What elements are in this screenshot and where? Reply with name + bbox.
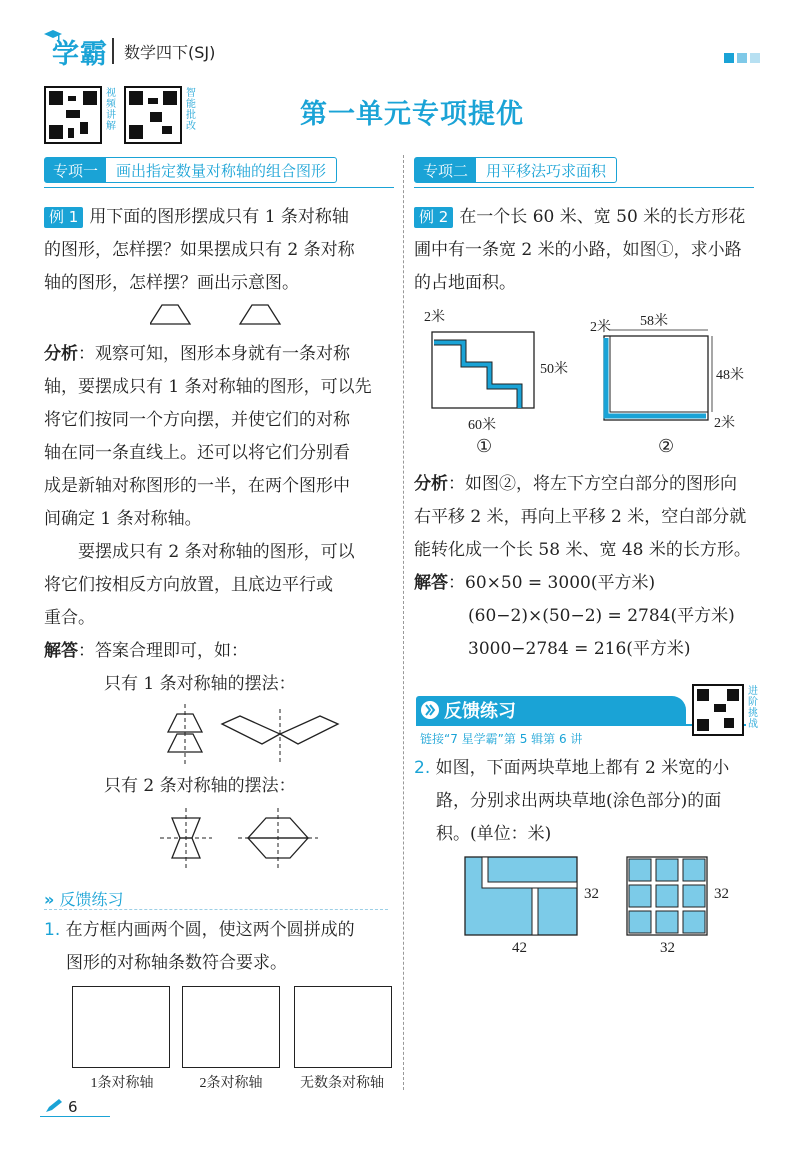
trapezoid-shape [172,838,200,858]
grass2-label-bottom: 32 [660,940,675,956]
example1-analysis [44,338,404,635]
brand-logo [40,30,120,70]
brand-name: 学霸 [52,39,108,70]
grass-area [629,911,651,933]
text-line: 将它们按相反方向放置，且底边平行或 [44,575,333,595]
text-line: ：60×50 = 3000(平方米) [448,573,656,593]
fig2-label-bottom: 2米 [714,416,735,431]
trapezoid-shape [172,818,200,838]
section-header-1 [44,157,337,183]
garden-rect [604,336,708,420]
footer-line [40,1116,110,1117]
fig1-number: ① [476,436,493,456]
header-decoration [721,48,760,67]
one-axis-caption: 只有 1 条对称轴的摆法： [104,674,296,694]
feedback2-header [416,696,686,724]
answer-label: 解答 [44,641,78,661]
text-line: 在一个长 60 米、宽 50 米的长方形花 [459,207,746,227]
drawing-box-3[interactable] [294,986,392,1068]
section-title: 画出指定数量对称轴的组合图形 [116,161,327,180]
text-line: 重合。 [44,608,95,628]
grass-area [683,885,705,907]
example-tag: 例 1 [44,207,83,228]
path-strip [532,888,538,935]
grass1-label-bottom: 42 [512,940,527,956]
text-line: (60−2)×(50−2) = 2784(平方米) [468,606,735,626]
feedback2-title: 反馈练习 [444,701,516,722]
text-line: 用下面的图形摆成只有 1 条对称轴 [89,207,349,227]
page-title: 第一单元专项提优 [300,99,524,130]
example1-answer [44,635,404,668]
grass-area [683,859,705,881]
double-chevron-icon: » [44,890,55,909]
text-line: 圃中有一条宽 2 米的小路，如图①，求小路 [414,240,742,260]
text-line: 的占地面积。 [414,273,516,293]
text-line: 轴在同一条直线上。还可以将它们分别看 [44,443,350,463]
decor-square [724,53,734,63]
text-line: 间确定 1 条对称轴。 [44,509,202,529]
section-header-2 [414,157,617,183]
text-line: 图形的对称轴条数符合要求。 [66,953,287,973]
figure-2-garden [598,328,720,428]
qr-label-advanced: 进阶挑战 [748,686,758,730]
one-axis-figures [160,704,390,766]
double-chevron-icon [421,701,439,719]
page-number: 6 [68,1098,78,1116]
grass-area [656,885,678,907]
section-title: 用平移法巧求面积 [486,161,607,180]
fig2-label-top: 58米 [640,314,668,329]
grass-area [629,885,651,907]
feedback1-title-text: 反馈练习 [59,890,124,909]
qr-code-video[interactable] [44,86,102,144]
trapezoid-shape [248,818,308,838]
question-number: 2. [414,758,431,778]
text-line: ：如图②，将左下方空白部分的图形向 [448,474,737,494]
figure-1-garden [430,330,538,412]
qr-label-video: 视频讲解 [106,88,116,132]
trapezoid-shapes [150,304,290,326]
example2-analysis [414,468,790,567]
trapezoid-shape [168,714,202,732]
text-line: 轴的图形，怎样摆？画出示意图。 [44,273,299,293]
analysis-label: 分析 [414,474,448,494]
feedback2-question [414,752,790,851]
feedback2-link[interactable]: 链接“7 星学霸”第 5 辑第 6 讲 [420,732,583,746]
example2-answer [414,567,790,666]
feedback1-title [44,887,123,910]
feedback1-underline [44,909,388,910]
drawing-box-1[interactable] [72,986,170,1068]
two-axis-figures [160,808,390,870]
analysis-label: 分析 [44,344,78,364]
header-divider [112,38,114,64]
drawing-box-2[interactable] [182,986,280,1068]
text-line: 要摆成只有 2 条对称轴的图形，可以 [78,542,355,562]
box-label: 2条对称轴 [199,1076,263,1091]
example-tag: 例 2 [414,207,453,228]
box-label: 1条对称轴 [90,1076,154,1091]
trapezoid-shape [240,305,280,324]
grass2-label-right: 32 [714,886,729,902]
grass-figure-1 [464,856,580,938]
example2-problem [414,201,790,300]
section-underline [414,187,754,188]
text-line: 将它们按同一个方向摆，并使它们的对称 [44,410,350,430]
trapezoid-shape [222,716,280,744]
fig2-label-left: 2米 [590,320,611,335]
text-line: 如图，下面两块草地上都有 2 米宽的小 [435,758,730,778]
subject-label: 数学四下(SJ) [124,43,216,62]
decor-square [737,53,747,63]
grass-area [629,859,651,881]
trapezoid-shape [150,305,190,324]
pencil-icon [44,1098,64,1114]
text-line: 3000−2784 = 216(平方米) [468,639,691,659]
feedback1-question [44,914,404,980]
text-line: ：观察可知，图形本身就有一条对称 [78,344,350,364]
grass-figure-2 [626,856,710,938]
text-line: 能转化成一个长 58 米、宽 48 米的长方形。 [414,540,751,560]
fig1-label-bottom: 60米 [468,418,496,433]
text-line: 在方框内画两个圆，使这两个圆拼成的 [65,920,355,940]
two-axis-caption: 只有 2 条对称轴的摆法： [104,776,296,796]
text-line: 右平移 2 米，再向上平移 2 米，空白部分就 [414,507,747,527]
fig1-label-right: 50米 [540,362,568,377]
text-line: 积。(单位：米) [436,824,552,844]
section-tag: 专项一 [45,158,106,182]
text-line: 路，分别求出两块草地(涂色部分)的面 [436,791,722,811]
box-label: 无数条对称轴 [300,1076,384,1091]
fig1-label-top: 2米 [424,310,445,325]
grass-area [656,911,678,933]
trapezoid-shape [248,838,308,858]
grass-area [683,911,705,933]
section-tag: 专项二 [415,158,476,182]
qr-code-advanced[interactable] [692,684,744,736]
answer-label: 解答 [414,573,448,593]
decor-square [750,53,760,63]
qr-label-smart: 智能批改 [186,88,196,132]
grass1-label-right: 32 [584,886,599,902]
example1-problem [44,201,404,300]
text-line: 轴，要摆成只有 1 条对称轴的图形，可以先 [44,377,372,397]
grass-area [656,859,678,881]
qr-code-smart[interactable] [124,86,182,144]
text-line: 的图形，怎样摆？如果摆成只有 2 条对称 [44,240,355,260]
text-line: ：答案合理即可，如： [78,641,248,661]
fig2-number: ② [658,436,675,456]
trapezoid-shape [280,716,338,744]
text-line: 成是新轴对称图形的一半，在两个图形中 [44,476,350,496]
section-underline [44,187,394,188]
fig2-label-right: 48米 [716,368,744,383]
question-number: 1. [44,920,61,940]
